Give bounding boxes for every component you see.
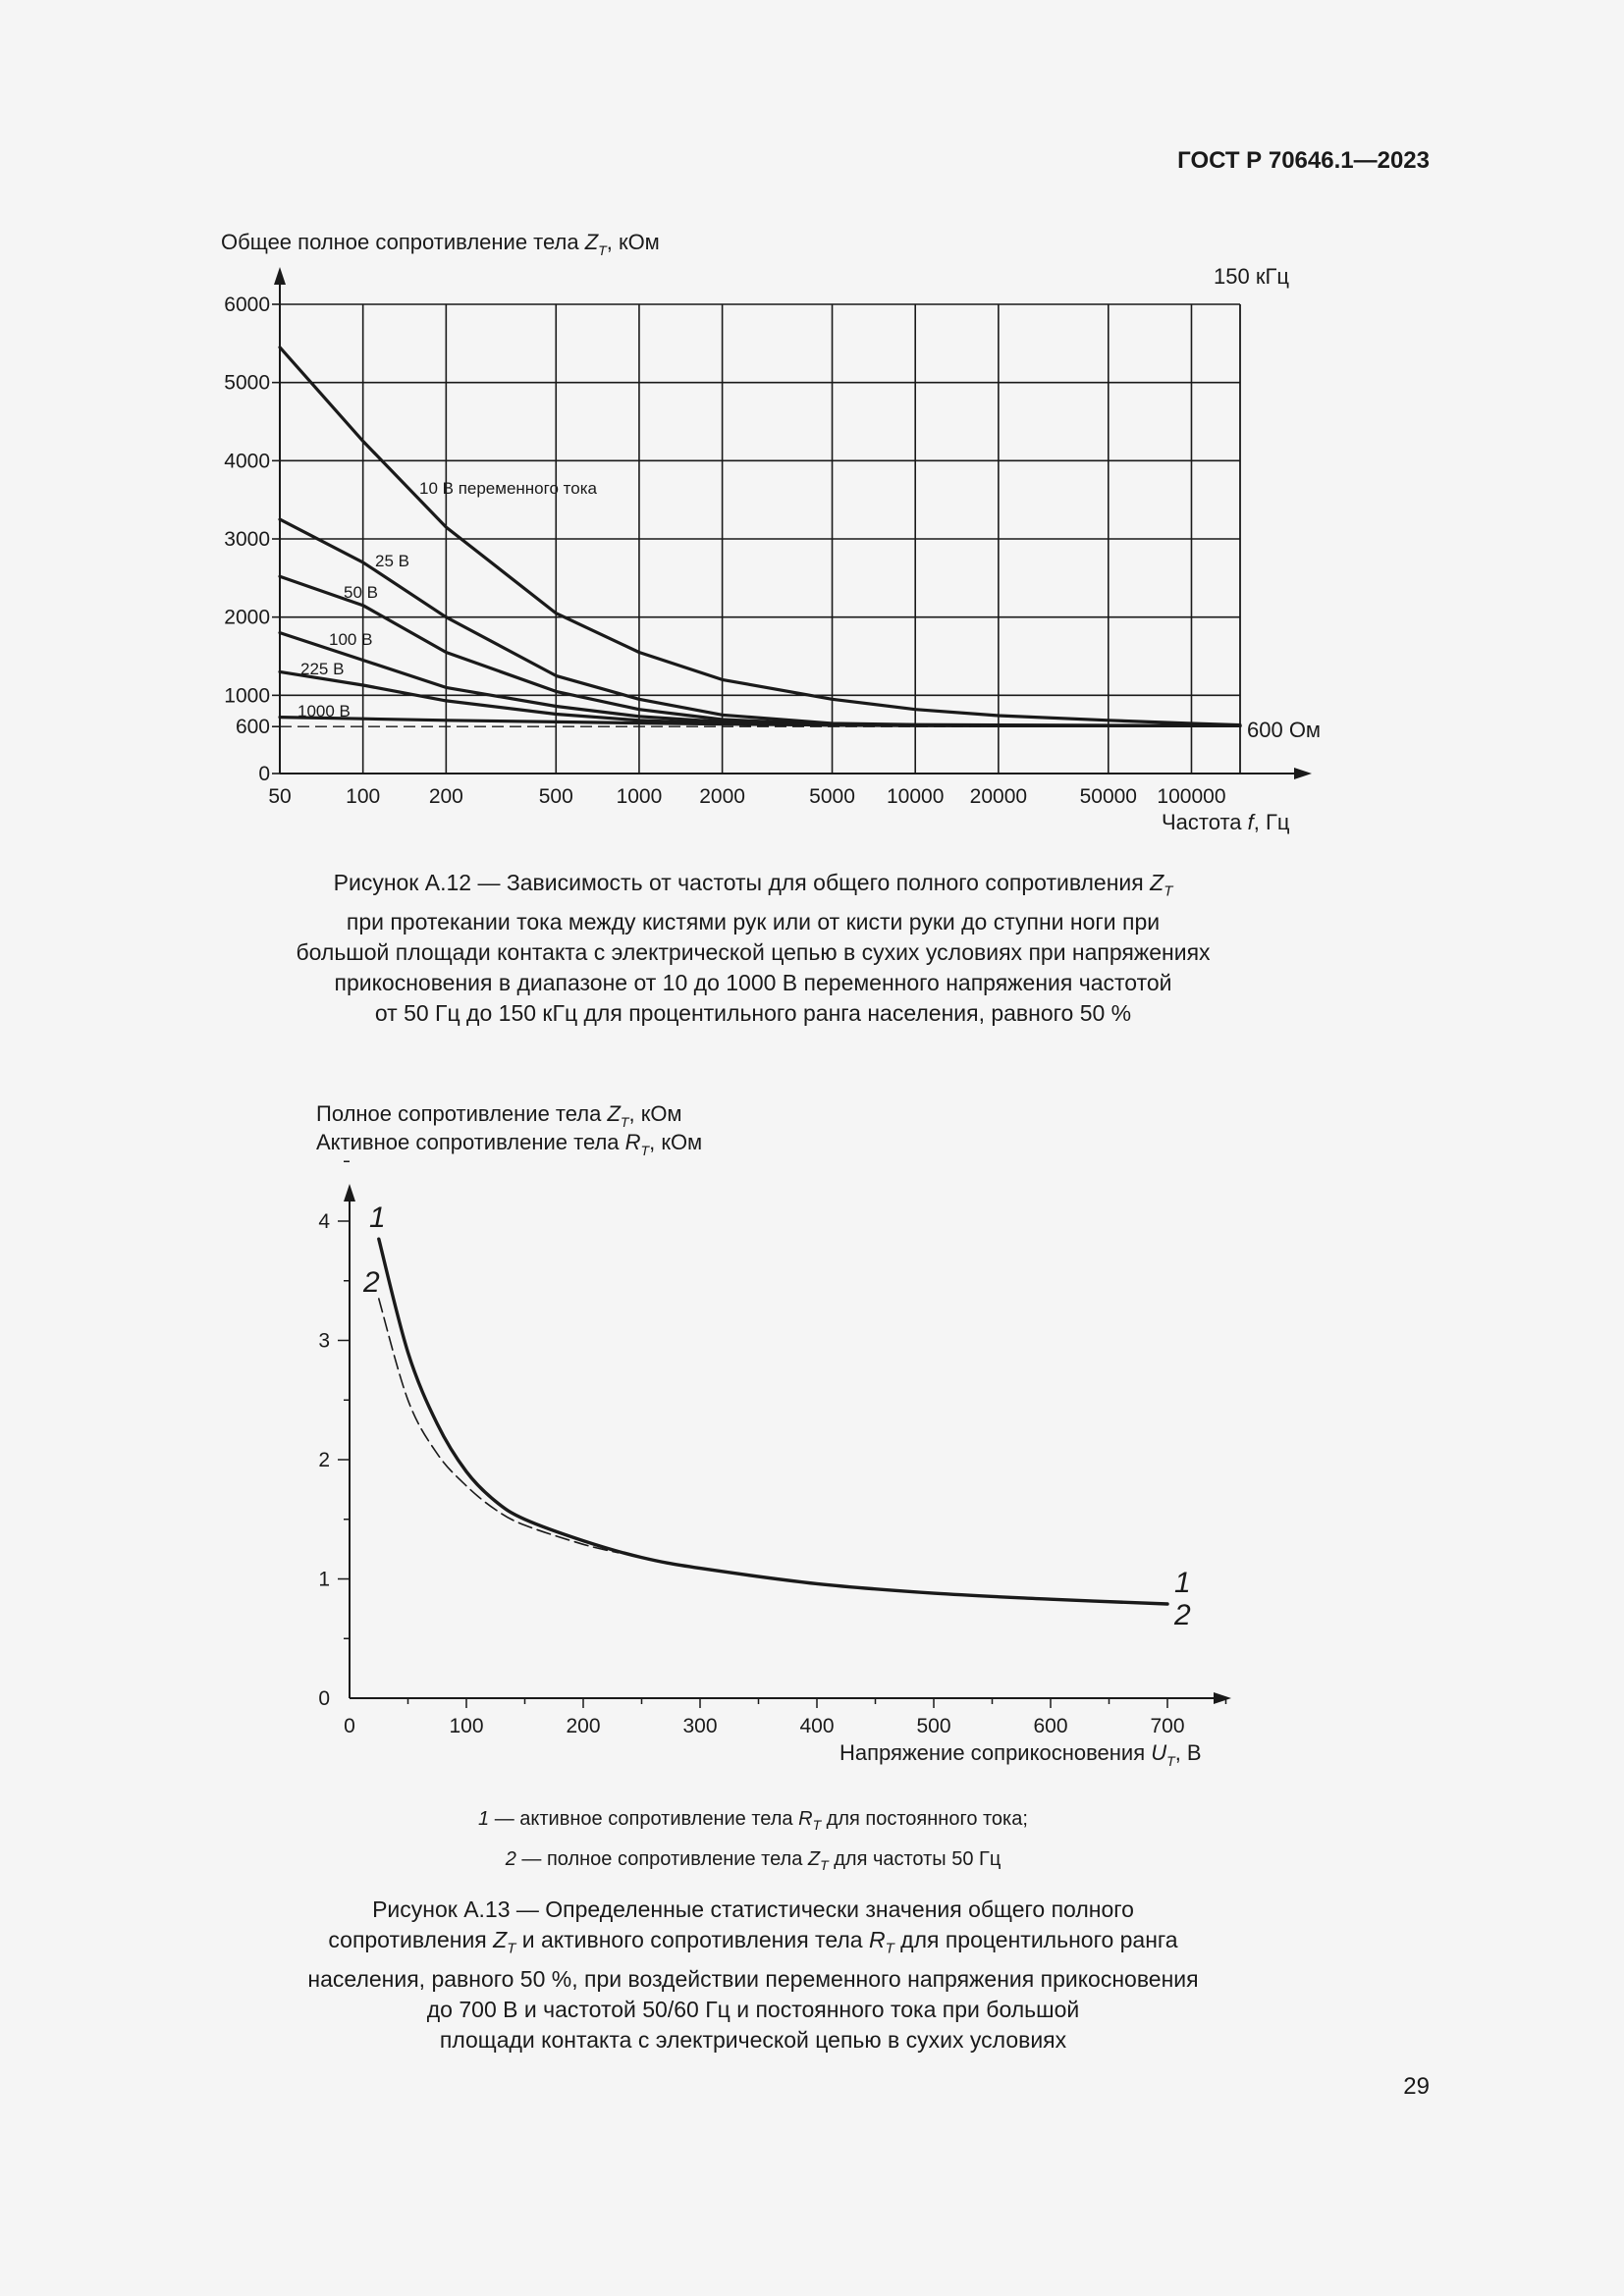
chart1-y-arrow (274, 267, 286, 285)
chart2-ylabel-2: Активное сопротивление тела $R_T$, кОм (316, 1130, 703, 1158)
figure1-caption (223, 868, 1283, 1029)
chart1-series-label: 225 В (300, 660, 345, 678)
chart2-series-end-label: 1 (1174, 1567, 1191, 1599)
chart2-ytick-label: 0 (318, 1687, 330, 1710)
caption-line: Рисунок А.12 — Зависимость от частоты для общего полного сопротивления $Z_T$ (333, 870, 1173, 900)
chart1-series-label: 1000 В (298, 702, 351, 721)
chart1-series-line (280, 633, 1240, 726)
caption-line: населения, равного 50 %, при воздействии переменного напряжения прикосновения (307, 1965, 1199, 1992)
chart1-ytick-label: 2000 (224, 606, 270, 629)
chart1-x-arrow (1294, 768, 1312, 779)
chart2-xtick-label: 500 (916, 1715, 951, 1737)
chart1-xtick-label: 5000 (809, 785, 855, 808)
chart1-ytick-label: 3000 (224, 528, 270, 551)
chart2-ytick-label: 2 (318, 1449, 330, 1471)
chart2-ytick-label: 3 (318, 1329, 330, 1353)
page-number: 29 (1403, 2073, 1430, 2100)
chart2-ytick-label: 4 (318, 1210, 330, 1233)
chart1-xtick-label: 20000 (969, 785, 1028, 808)
chart2-series-line (379, 1299, 619, 1553)
chart1-xtick-label: 2000 (699, 785, 745, 808)
caption-line: сопротивления $Z_T$ и активного сопротивления тела $R_T$ для процентильного ранга (328, 1927, 1178, 1957)
chart1-ytick-label: 1000 (224, 684, 270, 708)
chart1-series-label: 10 В переменного тока (419, 479, 597, 498)
chart1-xtick-label: 50 (268, 785, 292, 808)
chart1-xtick-label: 50000 (1079, 785, 1138, 808)
chart1-ref-label: 600 Ом (1247, 718, 1322, 742)
document-id: ГОСТ Р 70646.1—2023 (1177, 147, 1430, 174)
chart1-xtick-label: 500 (538, 785, 573, 808)
chart2-y-arrow (344, 1184, 355, 1201)
chart2-xtick-label: 200 (566, 1715, 601, 1737)
chart2-xlabel: Напряжение соприкосновения $U_T$, В (839, 1740, 1202, 1769)
chart2-series-line (379, 1239, 1167, 1604)
chart1-top-right-label: 150 кГц (1214, 264, 1289, 289)
legend-item: 2 — полное сопротивление тела $Z_T$ для частоты 50 Гц (505, 1848, 1001, 1873)
voltage-chart (316, 1101, 1231, 1769)
chart1-xtick-label: 100000 (1157, 785, 1226, 808)
chart1-xtick-label: 100 (346, 785, 381, 808)
chart2-ytick-label: 1 (318, 1568, 330, 1591)
chart2-x-arrow (1214, 1692, 1231, 1704)
chart2-xtick-label: 300 (682, 1715, 718, 1737)
chart2-xtick-label: 100 (449, 1715, 484, 1737)
figure2-legend (223, 1802, 1283, 1883)
caption-line: прикосновения в диапазоне от 10 до 1000 В переменного напряжения частотой (334, 969, 1172, 995)
chart2-series-start-label: 2 (363, 1266, 380, 1299)
chart2-xtick-label: 0 (344, 1715, 355, 1737)
chart2-xtick-label: 600 (1033, 1715, 1068, 1737)
legend-item: 1 — активное сопротивление тела $R_T$ для постоянного тока; (478, 1808, 1028, 1833)
caption-line: большой площади контакта с электрической цепью в сухих условиях при напряжениях (296, 938, 1211, 965)
caption-line: при протекании тока между кистями рук или от кисти руки до ступни ноги при (346, 908, 1161, 934)
chart1-xtick-label: 1000 (616, 785, 663, 808)
chart1-series-line (280, 347, 1240, 725)
chart1-ylabel: Общее полное сопротивление тела $Z_T$, кОм (221, 230, 660, 258)
caption-line: от 50 Гц до 150 кГц для процентильного ранга населения, равного 50 % (374, 999, 1132, 1026)
chart1-xlabel: Частота f, Гц (1162, 810, 1290, 834)
chart1-ytick-label: 6000 (224, 294, 270, 316)
chart1-ytick-label: 0 (258, 763, 270, 785)
chart2-ylabel-1: Полное сопротивление тела $Z_T$, кОм (316, 1101, 682, 1130)
chart2-series-end-label: 2 (1174, 1599, 1191, 1631)
chart1-ytick-label: 4000 (224, 450, 270, 473)
figure2-caption (223, 1895, 1283, 2056)
chart1-series-label: 100 В (329, 630, 373, 649)
chart1-series-label: 50 В (344, 583, 378, 602)
chart1-ytick-label: 600 (235, 716, 270, 739)
caption-line: до 700 В и частотой 50/60 Гц и постоянного тока при большой (426, 1996, 1080, 2022)
caption-line: площади контакта с электрической цепью в сухих условиях (439, 2026, 1067, 2053)
caption-line: Рисунок А.13 — Определенные статистически значения общего полного (372, 1896, 1134, 1922)
frequency-chart (221, 230, 1321, 834)
chart2-series-start-label: 1 (369, 1201, 386, 1234)
chart1-xtick-label: 10000 (887, 785, 945, 808)
chart1-series-label: 25 В (375, 552, 409, 570)
chart2-xtick-label: 700 (1150, 1715, 1185, 1737)
chart1-xtick-label: 200 (428, 785, 463, 808)
chart1-ytick-label: 5000 (224, 371, 270, 395)
chart1-series-line (280, 576, 1240, 725)
chart2-xtick-label: 400 (799, 1715, 835, 1737)
